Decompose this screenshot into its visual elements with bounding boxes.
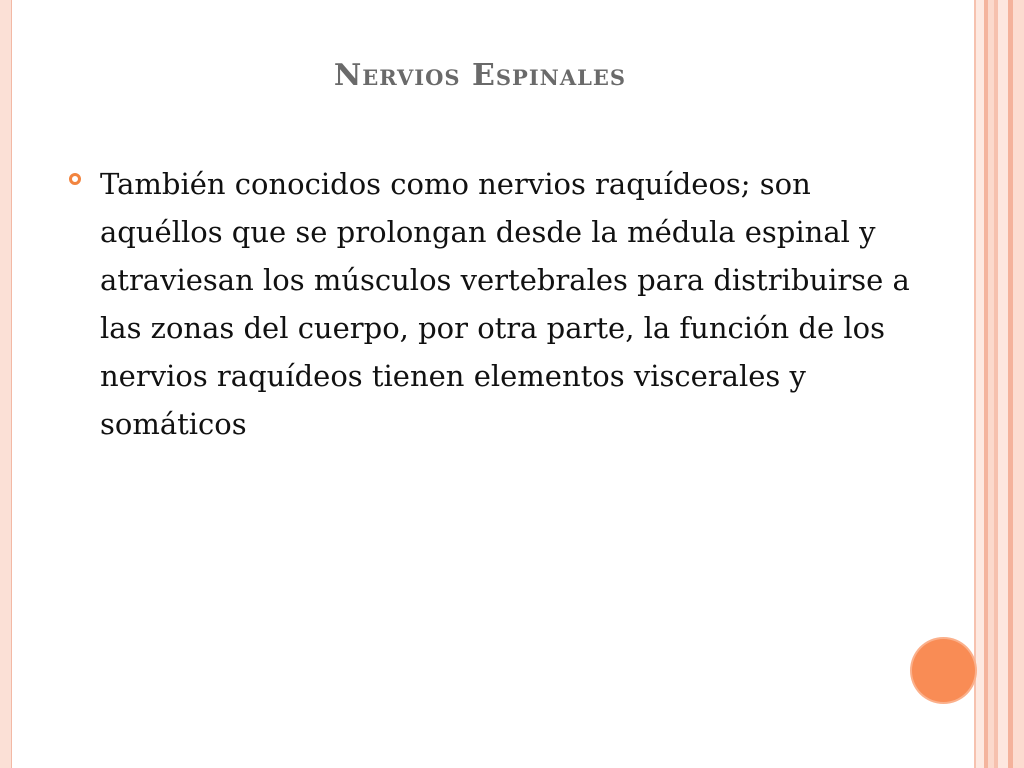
orange-circle-icon bbox=[912, 639, 975, 702]
bullet-item bbox=[68, 160, 918, 448]
hollow-circle-bullet-icon bbox=[69, 173, 81, 185]
right-stripes-decoration bbox=[974, 0, 1024, 768]
stripe bbox=[998, 0, 1008, 768]
stripe bbox=[976, 0, 984, 768]
stripe bbox=[1013, 0, 1024, 768]
left-border-decoration bbox=[0, 0, 12, 768]
bullet-text: También conocidos como nervios raquídeos; son aquéllos que se prolongan desde la médula espinal y atraviesan los músculos vertebrales para distribuirse a las zonas del cuerpo, por otra parte, la función de los nervios raquídeos tienen elementos viscerales y somáticos bbox=[100, 167, 910, 441]
slide-content bbox=[68, 160, 918, 448]
slide-title: Nervios Espinales bbox=[333, 58, 627, 93]
